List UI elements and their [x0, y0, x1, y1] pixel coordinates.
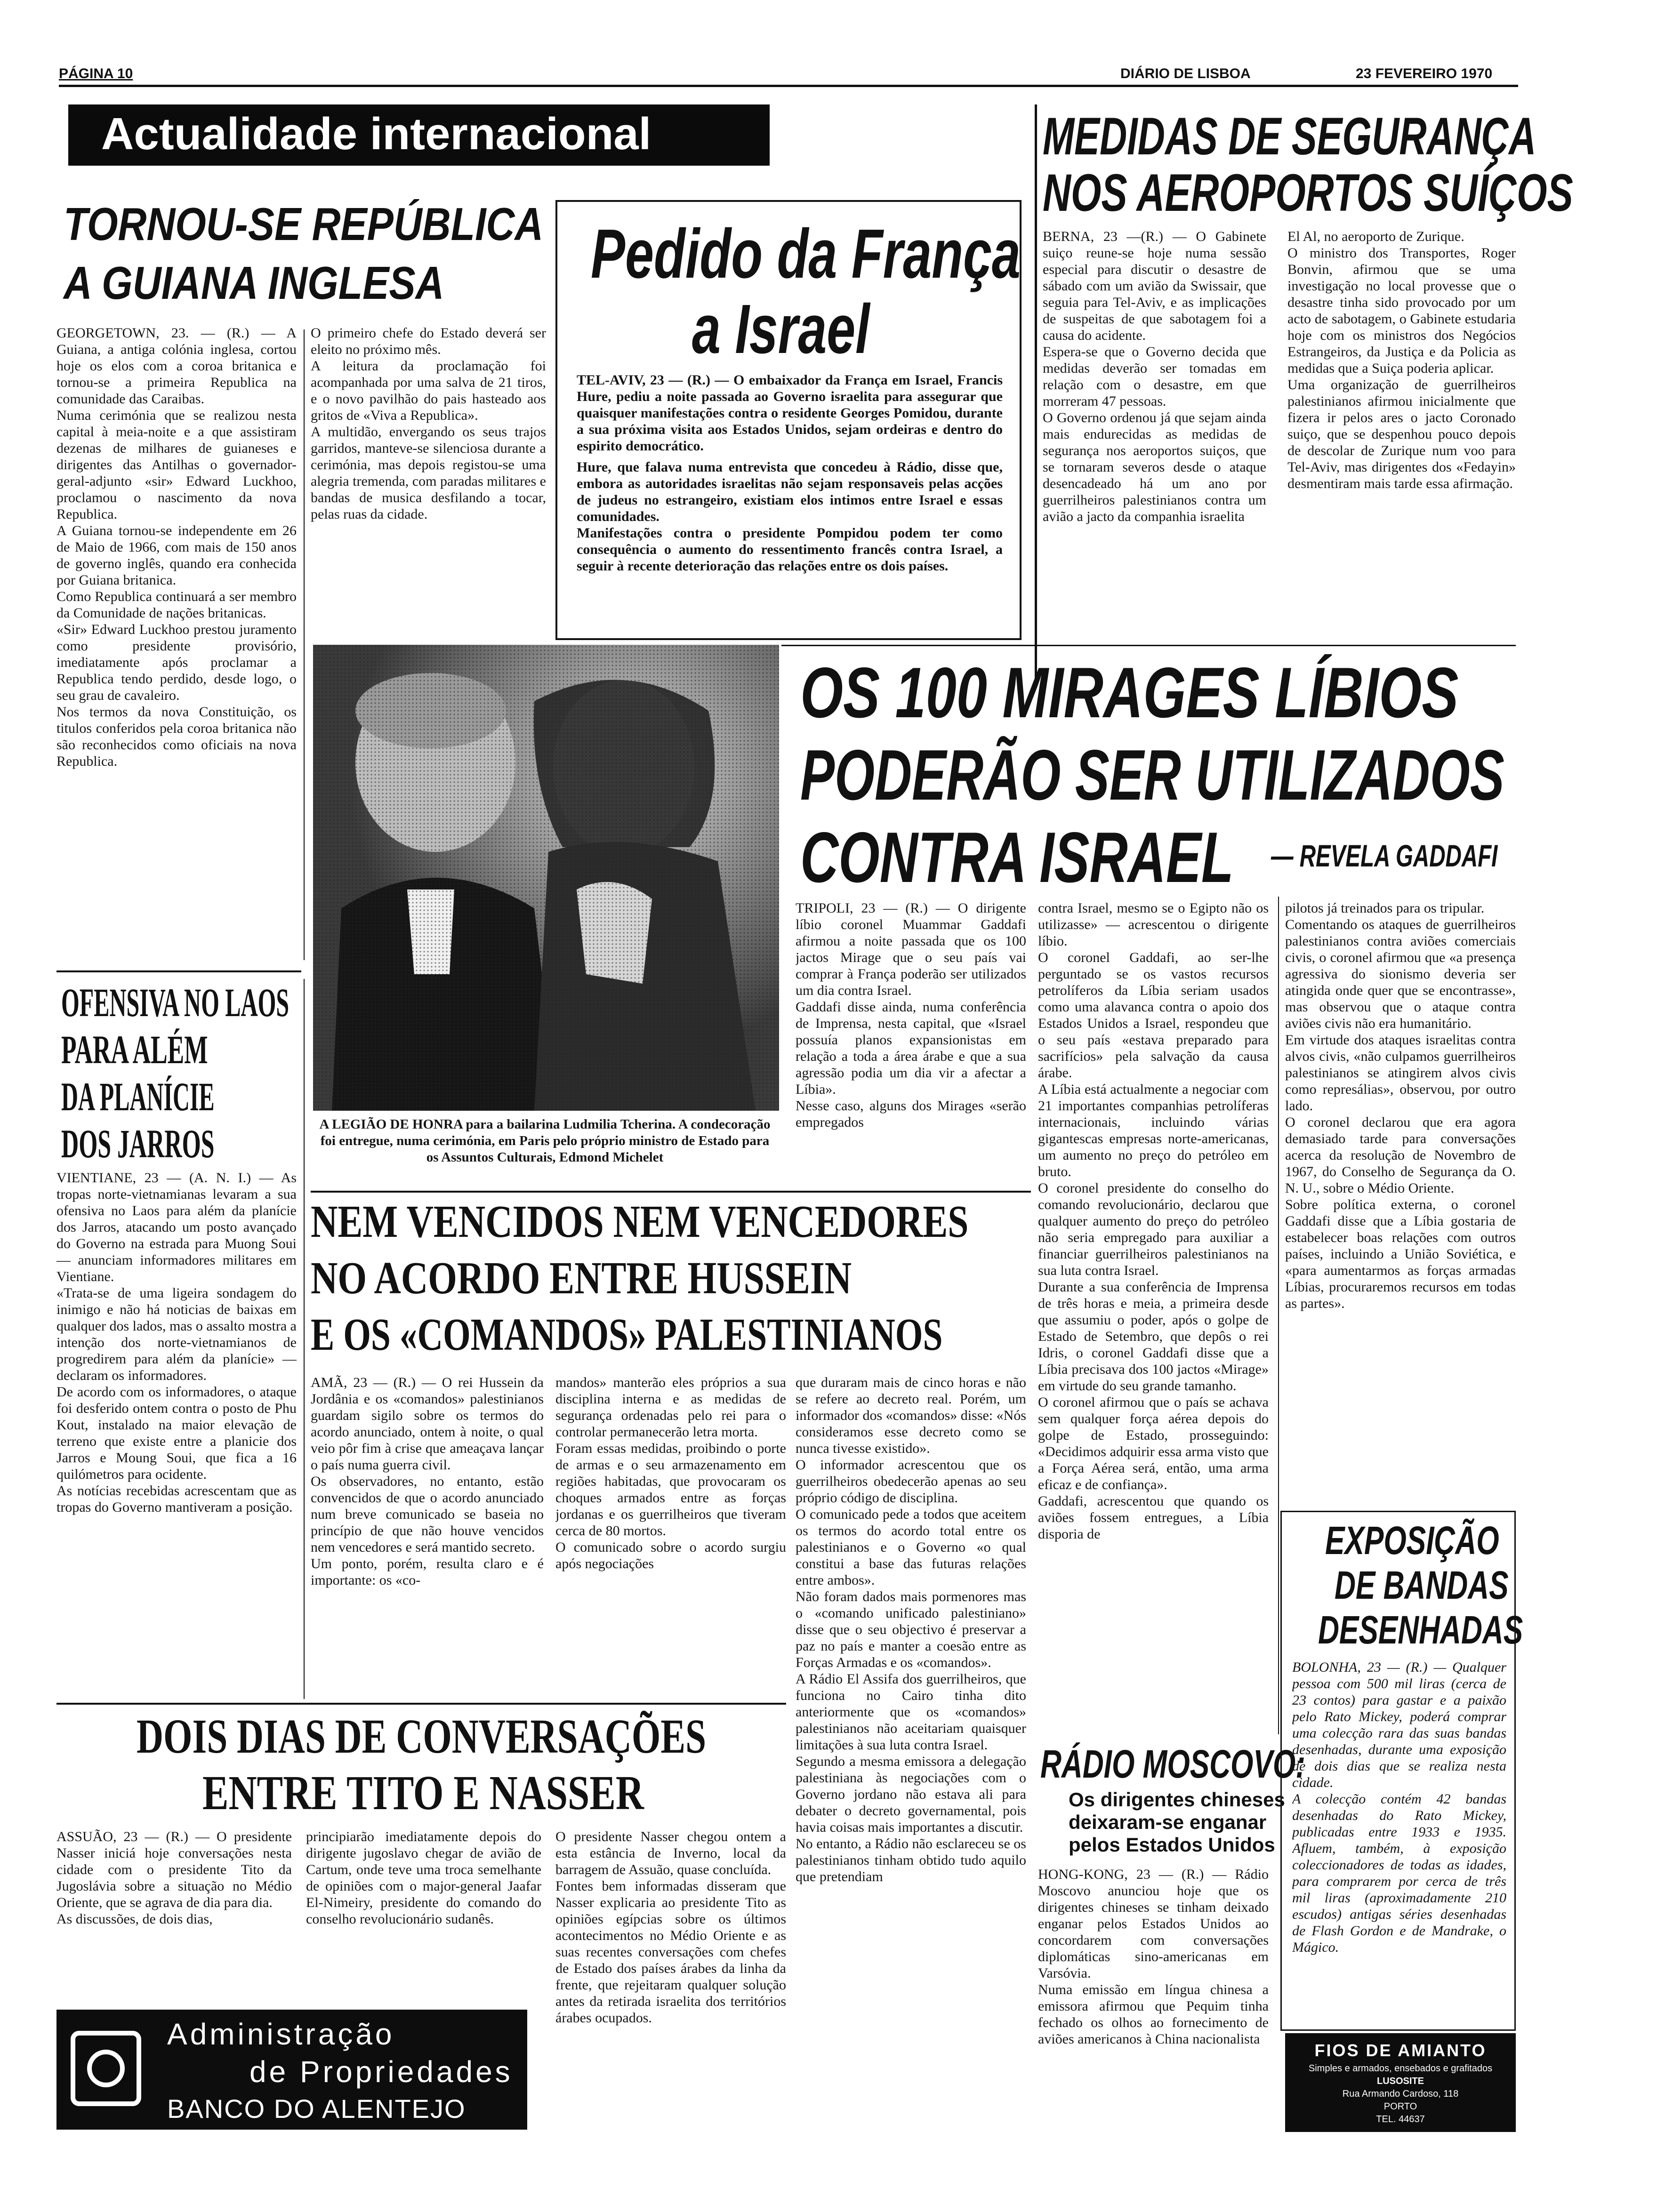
guiana-column-2: O primeiro chefe do Estado deverá ser eleito no próximo mês. A leitura da proclamação foi acompanhada por uma salva de 21 tiros, e o novo pavilhão do pais hasteado aos gritos de «Viva a Republica». A multidão, envergando os seus trajos garridos, manteve-se silenciosa durante a cerimónia, mas depois registou-se uma alegria tremenda, com paradas militares e bandas de musica desfilando a tocar, pelas ruas da cidade. [311, 325, 546, 522]
suicos-bottom-rule [781, 645, 1516, 646]
laos-body: VIENTIANE, 23 — (A. N. I.) — As tropas norte-vietnamianas levaram a sua ofensiva no Laos para além da planície dos Jarros, atacando um posto avançado do Governo na estrada para Muong Soui — anunciam informadores militares em Vientiane. «Trata-se de uma ligeira sondagem do inimigo e não há noticias de baixas em qualquer dos lados, mas o assalto mostra a intenção dos norte-vietnamianos de progredirem para além da planície» — declaram os informadores. De acordo com os informadores, o ataque foi desferido ontem contra o posto de Phu Kout, instalado na maior elevação de terreno que existe entre a planicie dos Jarros e Moung Soui, que fica a 16 quilómetros para ocidente. As notícias recebidas acrescentam que as tropas do Governo mantiveram a posição. [56, 1170, 297, 1515]
guiana-column-1: GEORGETOWN, 23. — (R.) — A Guiana, a antiga colónia inglesa, cortou hoje os elos com a coroa britanica e tornou-se a primeira Republica na comunidade das Caraibas. Numa cerimónia que se realizou nesta capital à meia-noite e a que assistiram dezenas de milhares de guianeses e dirigentes das Antilhas o governador-geral-adjunto «sir» Edward Luckhoo, proclamou o nascimento da nova Republica. A Guiana tornou-se independente em 26 de Maio de 1966, com mais de 150 anos de governo inglês, quando era conhecida por Guiana britanica. Como Republica continuará a ser membro da Comunidade de nações britanicas. «Sir» Edward Luckhoo prestou juramento como presidente provisório, imediatamente após proclamar a Republica tendo perdido, desde logo, o seu grau de cavaleiro. Nos termos da nova Constituição, os titulos conferidos pela coroa britanica não são reconhecidos como oficiais na nova Republica. [56, 325, 297, 769]
page-number: PÁGINA 10 [59, 66, 133, 81]
fios-ad-line-3: Rua Armando Cardoso, 118 [1342, 2089, 1459, 2099]
guiana-end-rule [56, 970, 301, 972]
tito-headline-2: ENTRE TITO E NASSER [202, 1766, 644, 1820]
mirages-headline-2: PODERÃO SER UTILIZADOS [800, 735, 1504, 815]
tito-headline-1: DOIS DIAS DE CONVERSAÇÕES [137, 1709, 707, 1763]
guiana-headline-1: TORNOU-SE REPÚBLICA [64, 198, 544, 250]
admin-ad-line-2: de Propriedades [249, 2055, 513, 2089]
issue-date: 23 FEVEREIRO 1970 [1356, 66, 1493, 81]
legion-honour-photo [313, 645, 779, 1111]
franca-lead: TEL-AVIV, 23 — (R.) — O embaixador da França em Israel, Francis Hure, pediu a noite passada ao Governo israelita para assegurar que quaisquer manifestações contra o residente Georges Pomidou, durante a sua próxima visita aos Estados Unidos, sejam ordeiras e dentro do espirito democrático. [577, 372, 1003, 454]
section-banner [68, 104, 770, 166]
admin-ad-line-1: Administração [167, 2017, 395, 2051]
suicos-column-2: El Al, no aeroporto de Zurique. O ministro dos Transportes, Roger Bonvin, afirmou que se uma investigação no local provesse que o desastre tinha sido provocado por um acto de sabotagem, o Gabinete estudaria hoje com os ministros dos Negócios Estrangeiros, da Justiça e da Policia as medidas que a Suiça poderia aplicar. Uma organização de guerrilheiros palestinianos afirmou inicialmente que fizera ir pelos ares o jacto Coronado suiço, que se despenhou pouco depois de descolar de Zurique num voo para Tel-Aviv, mas dirigentes dos «Fedayin» desmentiram mais tarde essa afirmação. [1287, 229, 1516, 491]
exposicao-headline-3: DESENHADAS [1318, 1608, 1523, 1652]
suicos-left-rule [1035, 104, 1037, 679]
mirages-headline-1: OS 100 MIRAGES LÍBIOS [800, 653, 1459, 733]
suicos-column-1: BERNA, 23 —(R.) — O Gabinete suiço reune-se hoje numa sessão especial para discutir o desastre de sábado com um avião da Swissair, que seguia para Tel-Aviv, e as implicações de suspeitas de que sabotagem foi a causa do acidente. Espera-se que o Governo decida que medidas deverão ser tomadas em relação com o desastre, em que morreram 47 pessoas. O Governo ordenou já que sejam ainda mais endurecidas as medidas de segurança nos aeroportos suiços, que se tornaram severos desde o ataque desencadeado há um ano por guerrilheiros palestinianos contra um avião a jacto da companhia israelita [1043, 229, 1266, 524]
laos-headline-3: DA PLANÍCIE [61, 1074, 215, 1119]
moscovo-headline: RÁDIO MOSCOVO: [1040, 1742, 1305, 1786]
guiana-headline-2: A GUIANA INGLESA [64, 257, 444, 309]
mirages-kicker: — REVELA GADDAFI [1271, 838, 1498, 873]
franca-body: Hure, que falava numa entrevista que concedeu à Rádio, disse que, embora as autoridades israelitas não sejam responsaveis pelas acções de judeus no estrangeiro, existiam elos intimos entre Israel e essas comunidades. Manifestações contra o presidente Pompidou podem ter como consequência o aumento do ressentimento francês contra Israel, a seguir à recente deterioração das relações entre os dois países. [577, 459, 1003, 574]
tito-top-rule [56, 1703, 786, 1705]
moscovo-subhead-1: Os dirigentes chineses [1069, 1788, 1285, 1811]
bank-logo-icon [71, 2031, 141, 2106]
admin-propriedades-ad [56, 2010, 527, 2130]
masthead-rule [59, 85, 1518, 87]
franca-headline-1: Pedido da França [591, 215, 1021, 293]
laos-headline-2: PARA ALÉM [61, 1027, 208, 1072]
guiana-column-rule [304, 329, 305, 960]
mirages-column-1: TRIPOLI, 23 — (R.) — O dirigente líbio coronel Muammar Gaddafi afirmou a noite passada que os 100 jactos Mirage que o seu país vai comprar à França poderão ser utilizados um dia contra Israel. Gaddafi disse ainda, numa conferência de Imprensa, nesta capital, que «Israel possuía planos expansionistas em relação a toda a área árabe e que a sua agressão podia um dia vir a afectar a Líbia». Nesse caso, alguns dos Mirages «serão empregados [796, 900, 1026, 1130]
hussein-top-rule [311, 1191, 1031, 1193]
tito-column-2: principiarão imediatamente depois do dirigente jugoslavo chegar de avião de Cartum, onde teve uma troca semelhante de opiniões com o major-general Jaafar El-Nimeiry, presidente do comando do conselho revolucionário sudanês. [306, 1829, 541, 1927]
admin-ad-line-3: BANCO DO ALENTEJO [167, 2094, 466, 2124]
hussein-column-1: AMÃ, 23 — (R.) — O rei Hussein da Jordânia e os «comandos» palestinianos guardam sigilo sobre os termos do acordo anunciado, ontem à noite, o qual veio pôr fim à crise que ameaçava lançar o país numa guerra civil. Os observadores, no entanto, estão convencidos de que o acordo anunciado num breve comunicado se baseia no princípio de que não houve vencidos nem vencedores e será mantido secreto. Um ponto, porém, resulta claro e é importante: os «co- [311, 1375, 544, 1588]
exposicao-body: BOLONHA, 23 — (R.) — Qualquer pessoa com 500 mil liras (cerca de 23 contos) para gastar e a paixão pelo Rato Mickey, poderá comprar uma colecção rara das suas bandas desenhadas, durante uma exposição de dois dias que se realiza nesta cidade. A colecção contém 42 bandas desenhadas do Rato Mickey, publicadas entre 1933 e 1935. Afluem, também, à exposição coleccionadores de todas as idades, para comprarem por cerca de três mil liras (aproximadamente 210 escudos) antigas séries desenhadas de Flash Gordon e de Mandrake, o Mágico. [1292, 1659, 1506, 1955]
hussein-column-2: mandos» manterão eles próprios a sua disciplina interna e as medidas de segurança ordenadas pelo rei para o controlar permanecerão letra morta. Foram essas medidas, proibindo o porte de armas e o seu armazenamento em regiões habitadas, que provocaram os choques armados entre as forças jordanas e os guerrilheiros que tiveram cerca de 80 mortos. O comunicado sobre o acordo surgiu após negociações [555, 1375, 786, 1571]
mirages-column-rule [1278, 897, 1279, 1734]
hussein-column-3: que duraram mais de cinco horas e não se refere ao decreto real. Porém, um informador dos «comandos» disse: «Nós consideramos esse decreto como se nunca tivesse existido». O informador acrescentou que os guerrilheiros obedecerão apenas ao seu próprio código de disciplina. O comunicado pede a todos que aceitem os termos do acordo total entre os palestinianos e o Governo «o qual constitui a base das futuras relações entre ambos». Não foram dados mais pormenores mas o «comando unificado palestiniano» disse que o seu objectivo é preservar a paz no país e manter a coesão entre as Forças Armadas e os «comandos». A Rádio El Assifa dos guerrilheiros, que funciona no Cairo tinha dito anteriormente que os «comandos» palestinianos não aceitariam quaisquer limitações à sua luta contra Israel. Segundo a mesma emissora a delegação palestiniana às negociações com o Governo jordano não estava ali para debater o decreto governamental, pois havia coisas mais importantes a discutir. No entanto, a Rádio não esclareceu se os palestinianos tinham obtido tudo aquilo que pretendiam [796, 1375, 1026, 1884]
tito-column-3: O presidente Nasser chegou ontem a esta estância de Inverno, local da barragem de Assuão, quase concluída. Fontes bem informadas disseram que Nasser explicaria ao presidente Tito as opiniões egípcias sobre os últimos acontecimentos no Médio Oriente e as suas recentes conversações com chefes de Estado dos países árabes da linha da frente, que rejeitaram qualquer solução antes da retirada israelita dos territórios árabes ocupados. [555, 1829, 786, 2026]
franca-headline-2: a Israel [692, 290, 870, 368]
fios-ad-line-2: LUSOSITE [1376, 2076, 1424, 2086]
tito-column-1: ASSUÃO, 23 — (R.) — O presidente Nasser iniciá hoje conversações nesta cidade com o presidente Tito da Jugoslávia sobre a situação no Médio Oriente, que se agrava de dia para dia. As discussões, de dois dias, [56, 1829, 292, 1927]
section-title: Actualidade internacional [101, 109, 652, 159]
moscovo-body: HONG-KONG, 23 — (R.) — Rádio Moscovo anunciou hoje que os dirigentes chineses se tinham deixado enganar pelos Estados Unidos ao concordarem com conversações diplomáticas sino-americanas em Varsóvia. Numa emissão em língua chinesa a emissora afirmou que Pequim tinha fechado os olhos ao fornecimento de aviões americanos à China nacionalista [1038, 1867, 1269, 2047]
exposicao-headline-1: EXPOSIÇÃO [1325, 1518, 1499, 1563]
moscovo-subhead-3: pelos Estados Unidos [1069, 1834, 1275, 1856]
mirages-column-3: pilotos já treinados para os tripular. Comentando os ataques de guerrilheiros palestinianos contra aviões comerciais civis, o coronel afirmou que «a presença agressiva do sionismo deveria ser atingida onde quer que se encontrasse», mas observou que o ataque contra aviões civis não era humanitário. Em virtude dos ataques israelitas contra alvos civis, «não culpamos guerrilheiros palestinianos se atingirem alvos civis como represálias», observou, por outro lado. O coronel declarou que era agora demasiado tarde para conversações acerca da resolução de Novembro de 1967, do Conselho de Segurança da O. N. U., sobre o Médio Oriente. Sobre política externa, o coronel Gaddafi disse que a Líbia gostaria de estabelecer boas relações com outros países, incluindo a União Soviética, e «para aumentarmos as forças armadas Líbias, procuraremos recursos em todas as partes». [1285, 900, 1516, 1311]
fios-amianto-ad [1285, 2033, 1516, 2132]
exposicao-headline-2: DE BANDAS [1335, 1563, 1509, 1607]
fios-ad-line-5: TEL. 44637 [1376, 2114, 1425, 2124]
fios-ad-line-1: Simples e armados, ensebados e grafitados [1308, 2063, 1493, 2074]
laos-headline-1: OFENSIVA NO LAOS [61, 980, 290, 1025]
fios-ad-line-4: PORTO [1384, 2101, 1417, 2112]
fios-ad-title: FIOS DE AMIANTO [1314, 2041, 1487, 2060]
hussein-headline-3: E OS «COMANDOS» PALESTINIANOS [311, 1309, 943, 1360]
photo-image [313, 645, 779, 1111]
suicos-headline-2: NOS AEROPORTOS SUÍÇOS [1043, 163, 1573, 222]
suicos-headline-1: MEDIDAS DE SEGURANÇA [1043, 107, 1536, 166]
laos-right-rule [304, 979, 305, 1699]
photo-caption: A LEGIÃO DE HONRA para a bailarina Ludmilia Tcherina. A condecoração foi entregue, numa cerimónia, em Paris pelo próprio ministro de Estado para os Assuntos Culturais, Edmond Michelet [319, 1117, 771, 1165]
mirages-headline-3: CONTRA ISRAEL [800, 817, 1234, 898]
mirages-column-2: contra Israel, mesmo se o Egipto não os utilizasse» — acrescentou o dirigente líbio. O coronel Gaddafi, ao ser-lhe perguntado se os vastos recursos petrolíferos da Líbia seriam usados como uma alavanca contra o apoio dos Estados Unidos a Israel, respondeu que o seu país «estava preparado para sacrifícios» pela salvação da causa árabe. A Líbia está actualmente a negociar com 21 importantes companhias petrolíferas internacionais, incluindo várias gigantescas empresas norte-americanas, um aumento no preço do petróleo em bruto. O coronel presidente do conselho do comando revolucionário, declarou que qualquer aumento do preço do petróleo não seria empregado para auxiliar a financiar guerrilheiros palestinianos na sua luta contra Israel. Durante a sua conferência de Imprensa de três horas e meia, a primeira desde que assumiu o poder, após o golpe de Estado de Setembro, que depôs o rei Idris, o coronel Gaddafi disse que a Líbia precisava dos 100 jactos «Mirage» em virtude do seu grande tamanho. O coronel afirmou que o país se achava sem qualquer força aérea depois do golpe de Estado, prosseguindo: «Decidimos adquirir essa arma visto que a Força Aérea será, então, uma arma eficaz e de confiança». Gaddafi, acrescentou que quando os aviões fossem entregues, a Líbia disporia de [1038, 900, 1269, 1542]
moscovo-subhead-2: deixaram-se enganar [1069, 1811, 1267, 1833]
laos-headline-4: DOS JARROS [61, 1121, 215, 1166]
hussein-headline-1: NEM VENCIDOS NEM VENCEDORES [311, 1196, 969, 1247]
hussein-headline-2: NO ACORDO ENTRE HUSSEIN [311, 1253, 852, 1304]
newspaper-name: DIÁRIO DE LISBOA [1120, 66, 1251, 81]
